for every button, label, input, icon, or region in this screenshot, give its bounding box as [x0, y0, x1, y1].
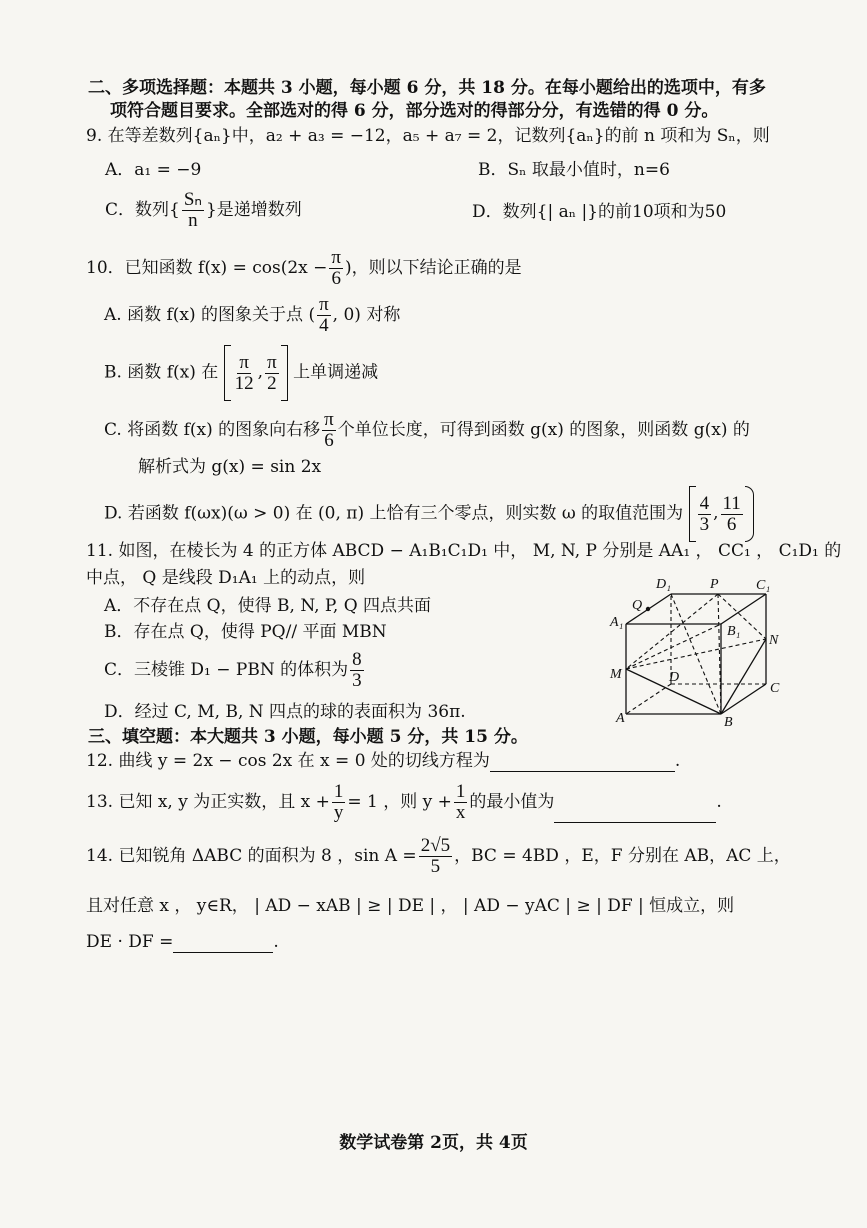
- q11-option-c: [104, 650, 366, 691]
- q13-end: .: [716, 791, 722, 812]
- q13-answer-blank: [554, 822, 716, 823]
- q10-stem-den: 6: [331, 267, 341, 289]
- label-b: B: [724, 715, 733, 730]
- q10-stem-num: π: [331, 247, 341, 268]
- q10-b-n1: π: [239, 351, 249, 373]
- q10-a-fraction: [317, 295, 331, 336]
- cube-figure: [606, 574, 796, 734]
- q10-d-n2: 11: [722, 492, 741, 514]
- q9-stem: 9. 在等差数列{aₙ}中，a₂ + a₃ = −12，a₅ + a₇ = 2，记数列{aₙ}的前 n 项和为 Sₙ，则: [86, 126, 770, 146]
- page-footer: 数学试卷第 2页，共 4页: [339, 1133, 528, 1153]
- q14-den: 5: [430, 855, 441, 877]
- q10-b-d2: 2: [267, 372, 277, 394]
- label-d: D: [669, 670, 680, 685]
- q11-c-num: 8: [352, 649, 362, 670]
- q9-option-b: B．Sₙ 取最小值时，n=6: [478, 160, 670, 180]
- q12-line: [86, 751, 680, 772]
- q12-end: .: [674, 751, 681, 771]
- q14-line2: 且对任意 x ， y∈R， | AD − xAB | ≥ | DE | ， | AD − yAC | ≥ | DF | 恒成立，则: [86, 896, 735, 916]
- q13-frac2: [454, 782, 468, 823]
- q9-c-num: Sₙ: [183, 189, 202, 210]
- q10-c-den: 6: [324, 429, 334, 451]
- q10-b-suffix: 上单调递减: [293, 362, 379, 383]
- q11-stem-line1: 11. 如图，在棱长为 4 的正方体 ABCD − A₁B₁C₁D₁ 中， M, N, P 分别是 AA₁ ， CC₁ ， C₁D₁ 的: [86, 541, 842, 561]
- q14-answer-blank: [173, 952, 273, 953]
- q13-prefix: 13. 已知 x, y 为正实数，且 x +: [86, 791, 330, 812]
- q10-d-d1: 3: [699, 513, 710, 535]
- q9-c-den: n: [188, 209, 198, 231]
- q13-n2: 1: [455, 781, 466, 802]
- q14-suffix: ，BC = 4BD ，E，F 分别在 AB，AC 上，: [454, 845, 791, 866]
- point-q: [646, 607, 650, 611]
- label-a: A: [616, 711, 625, 726]
- edge-b1c1: [721, 594, 766, 624]
- label-c1: C₁: [756, 578, 771, 593]
- label-c: C: [770, 681, 780, 696]
- label-m: M: [610, 667, 622, 682]
- q10-d-frac1: [698, 494, 712, 535]
- q11-c-den: 3: [352, 669, 362, 691]
- q10-stem-suffix: )，则以下结论正确的是: [345, 257, 522, 278]
- q10-b-frac2: [265, 353, 279, 394]
- label-a1: A₁: [610, 615, 624, 630]
- q12-answer-blank: [490, 771, 675, 772]
- q10-stem: [86, 248, 522, 289]
- q10-b-n2: π: [267, 351, 277, 373]
- q14-line3: [86, 932, 279, 953]
- q13-d2: x: [455, 801, 466, 823]
- q10-b-prefix: B. 函数 f(x) 在: [104, 362, 219, 383]
- q10-b-interval: π 12 , π 2: [224, 345, 288, 401]
- q14-dot-product: DE · DF =: [86, 932, 174, 952]
- q14-fraction: [419, 836, 452, 877]
- q10-d-right-paren: [745, 486, 754, 542]
- q10-b-d1: 12: [234, 372, 254, 394]
- q10-b-right-bracket: [281, 345, 288, 401]
- q10-a-prefix: A. 函数 f(x) 的图象关于点 (: [104, 304, 316, 325]
- q10-c-fraction: [322, 410, 336, 451]
- q10-d-d2: 6: [726, 513, 737, 535]
- label-n: N: [769, 633, 779, 648]
- q14-prefix: 14. 已知锐角 ΔABC 的面积为 8 ，sin A =: [86, 845, 417, 866]
- q11-option-b: B．存在点 Q，使得 PQ// 平面 MBN: [104, 622, 387, 642]
- section-2-header-line1: 二、多项选择题：本题共 3 小题，每小题 6 分，共 18 分。在每小题给出的选项中，有多: [88, 78, 766, 98]
- q10-c-suffix: 个单位长度，可得到函数 g(x) 的图象，则函数 g(x) 的: [337, 419, 750, 440]
- q13-frac1: [332, 782, 346, 823]
- q10-option-c-line2: 解析式为 g(x) = sin 2x: [138, 457, 322, 477]
- q10-b-left-bracket: [224, 345, 231, 401]
- q14-num: 2√5: [420, 835, 451, 856]
- q10-stem-prefix: 10．已知函数 f(x) = cos(2x −: [86, 257, 328, 278]
- section-3-header: 三、填空题：本大题共 3 小题，每小题 5 分，共 15 分。: [88, 727, 528, 747]
- q9-option-c: [105, 190, 302, 231]
- hidden-segment-pn: [718, 594, 766, 639]
- q9-c-suffix: }是递增数列: [205, 199, 302, 220]
- q11-option-d: D．经过 C, M, B, N 四点的球的表面积为 36π.: [104, 702, 466, 722]
- q9-c-prefix: C．数列{: [105, 199, 180, 220]
- edge-bc: [721, 684, 766, 714]
- q10-option-d: [104, 486, 754, 542]
- q10-b-frac1: [233, 353, 256, 394]
- q10-c-num: π: [324, 409, 334, 430]
- q10-d-n1: 4: [699, 492, 710, 514]
- label-q: Q: [632, 598, 643, 613]
- q11-c-prefix: C．三棱锥 D₁ − PBN 的体积为: [104, 659, 349, 680]
- q10-c-prefix: C. 将函数 f(x) 的图象向右移: [104, 419, 321, 440]
- q11-stem-line2: 中点， Q 是线段 D₁A₁ 上的动点，则: [86, 568, 366, 588]
- q10-a-den: 4: [319, 314, 329, 336]
- q13-line: [86, 782, 722, 823]
- q10-stem-fraction: [329, 248, 343, 289]
- q14-end: .: [273, 932, 279, 952]
- q9-c-fraction: [182, 190, 204, 231]
- q14-line1: [86, 836, 791, 877]
- q10-option-a: [104, 295, 400, 336]
- q11-c-fraction: [350, 650, 364, 691]
- label-d1: D₁: [656, 577, 671, 592]
- q13-suffix: 的最小值为: [469, 791, 555, 812]
- q13-middle: = 1 ，则 y +: [347, 791, 452, 812]
- q10-a-suffix: , 0) 对称: [332, 304, 401, 325]
- hidden-edge-da: [626, 684, 671, 714]
- q12-text: 12. 曲线 y = 2x − cos 2x 在 x = 0 处的切线方程为: [86, 751, 490, 771]
- segment-bn: [721, 639, 766, 714]
- q9-option-a: A．a₁ = −9: [105, 160, 202, 180]
- label-b1: B₁: [727, 624, 741, 639]
- q13-n1: 1: [333, 781, 344, 802]
- q10-d-prefix: D. 若函数 f(ωx)(ω > 0) 在 (0, π) 上恰有三个零点，则实数 ω 的取值范围为: [104, 503, 684, 524]
- q13-d1: y: [333, 801, 344, 823]
- q10-option-c: [104, 410, 750, 451]
- q10-a-num: π: [319, 294, 329, 315]
- q10-d-frac2: [721, 494, 743, 535]
- label-p: P: [710, 577, 719, 592]
- q9-option-d: D．数列{| aₙ |}的前10项和为50: [472, 202, 727, 222]
- q10-d-interval: 4 3 , 11 6: [689, 486, 754, 542]
- section-2-header-line2: 项符合题目要求。全部选对的得 6 分，部分选对的得部分分，有选错的得 0 分。: [110, 101, 719, 121]
- q11-option-a: A．不存在点 Q，使得 B, N, P, Q 四点共面: [104, 596, 432, 616]
- q10-d-left-bracket: [689, 486, 696, 542]
- q10-option-b: [104, 345, 378, 401]
